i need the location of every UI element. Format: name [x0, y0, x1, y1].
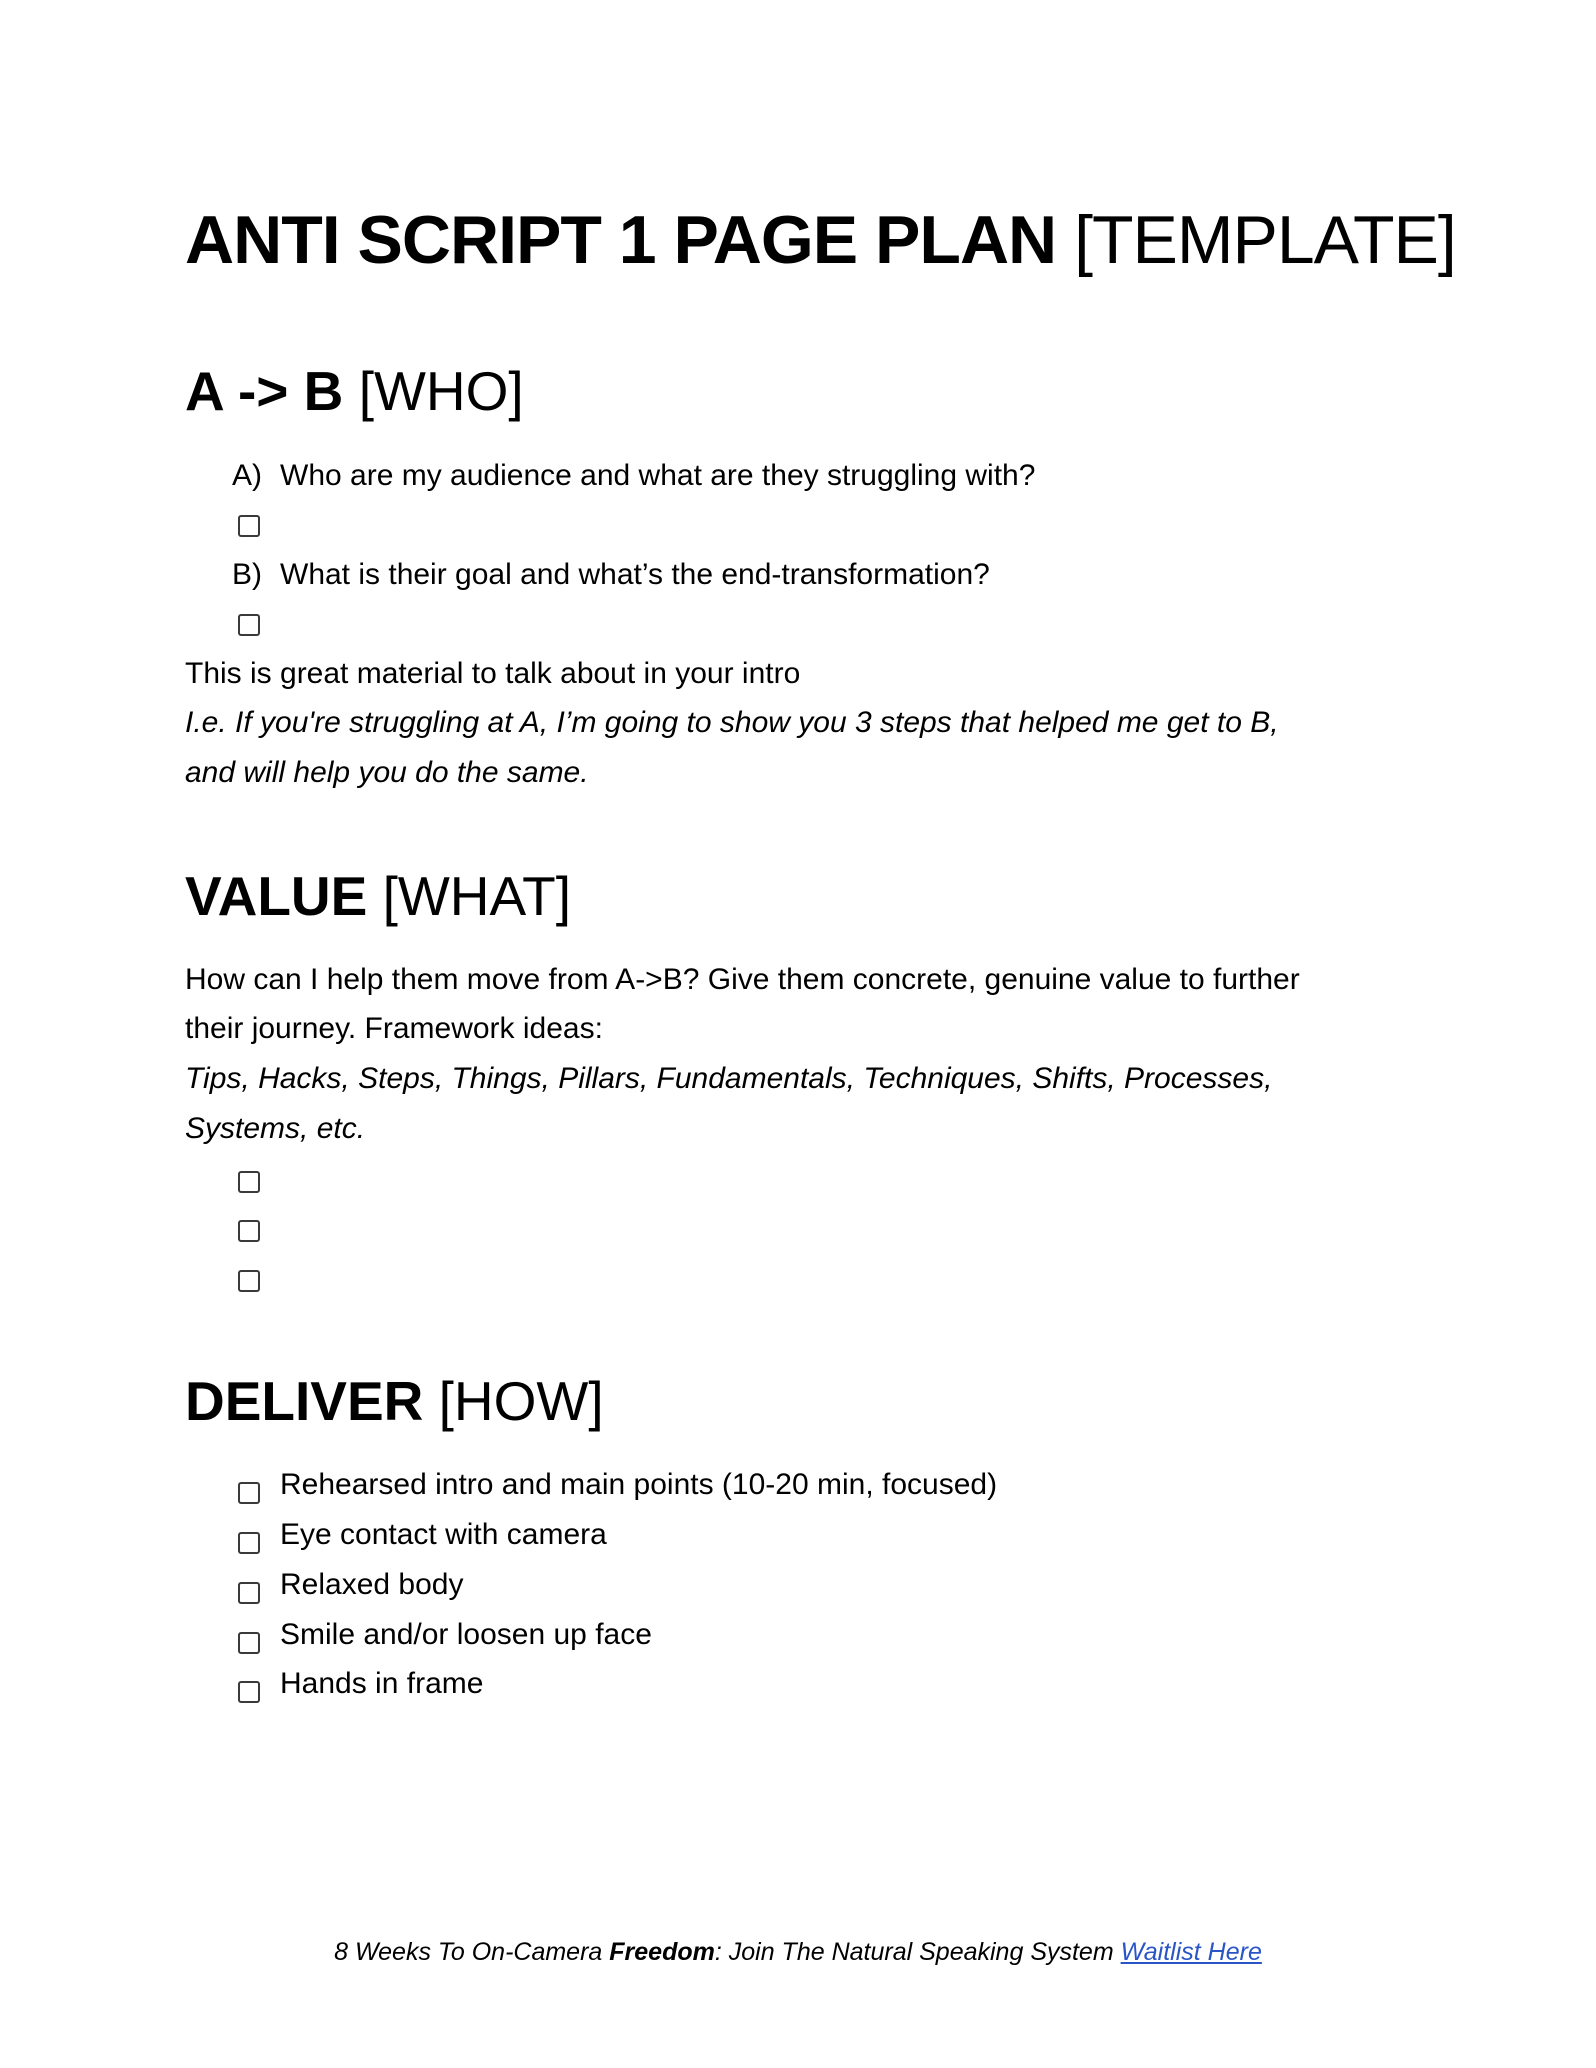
- intro-note: This is great material to talk about in your intro: [185, 657, 801, 690]
- deliver-item-hands: Hands in frame: [280, 1667, 484, 1700]
- deliver-checkbox-relaxed-body[interactable]: [238, 1582, 260, 1604]
- footer-bold: Freedom: [609, 1938, 715, 1966]
- deliver-checkbox-smile[interactable]: [238, 1632, 260, 1654]
- waitlist-link[interactable]: Waitlist Here: [1120, 1938, 1262, 1966]
- framework-ideas-line-2: Systems, etc.: [185, 1112, 366, 1145]
- title-tag: [TEMPLATE]: [1074, 202, 1456, 278]
- heading-bold: VALUE: [185, 865, 368, 927]
- deliver-checkbox-hands[interactable]: [238, 1681, 260, 1703]
- list-marker-b: B): [232, 558, 262, 591]
- heading-bold: A -> B: [185, 360, 344, 422]
- value-text-line-1: How can I help them move from A->B? Give them concrete, genuine value to further: [185, 963, 1300, 996]
- heading-bold: DELIVER: [185, 1370, 424, 1432]
- heading-tag: [HOW]: [438, 1370, 604, 1432]
- heading-tag: [WHAT]: [382, 865, 572, 927]
- section-heading-who: [185, 355, 524, 427]
- page-title: [185, 196, 1456, 284]
- deliver-item-rehearsed: Rehearsed intro and main points (10-20 min, focused): [280, 1468, 998, 1501]
- section-heading-what: [185, 860, 571, 932]
- section-heading-how: [185, 1365, 604, 1437]
- deliver-item-eye-contact: Eye contact with camera: [280, 1518, 607, 1551]
- deliver-checkbox-rehearsed[interactable]: [238, 1482, 260, 1504]
- deliver-item-relaxed-body: Relaxed body: [280, 1568, 464, 1601]
- deliver-checkbox-eye-contact[interactable]: [238, 1532, 260, 1554]
- footer-middle: : Join The Natural Speaking System: [714, 1938, 1121, 1966]
- value-checkbox-3[interactable]: [238, 1270, 260, 1292]
- list-marker-a: A): [232, 459, 262, 492]
- answer-checkbox-b[interactable]: [238, 614, 260, 636]
- framework-ideas-line-1: Tips, Hacks, Steps, Things, Pillars, Fundamentals, Techniques, Shifts, Processes,: [185, 1062, 1273, 1095]
- footer-prefix: 8 Weeks To On-Camera: [334, 1938, 610, 1966]
- example-line-1: I.e. If you're struggling at A, I’m going to show you 3 steps that helped me get to B,: [185, 706, 1279, 739]
- answer-checkbox-a[interactable]: [238, 515, 260, 537]
- value-checkbox-2[interactable]: [238, 1220, 260, 1242]
- value-checkbox-1[interactable]: [238, 1171, 260, 1193]
- title-bold: ANTI SCRIPT 1 PAGE PLAN: [185, 202, 1057, 278]
- question-goal: What is their goal and what’s the end-transformation?: [280, 558, 990, 591]
- question-audience: Who are my audience and what are they struggling with?: [280, 459, 1036, 492]
- heading-tag: [WHO]: [358, 360, 524, 422]
- deliver-item-smile: Smile and/or loosen up face: [280, 1618, 652, 1651]
- value-text-line-2: their journey. Framework ideas:: [185, 1012, 603, 1045]
- footer-promo: [0, 1934, 1596, 1970]
- example-line-2: and will help you do the same.: [185, 756, 589, 789]
